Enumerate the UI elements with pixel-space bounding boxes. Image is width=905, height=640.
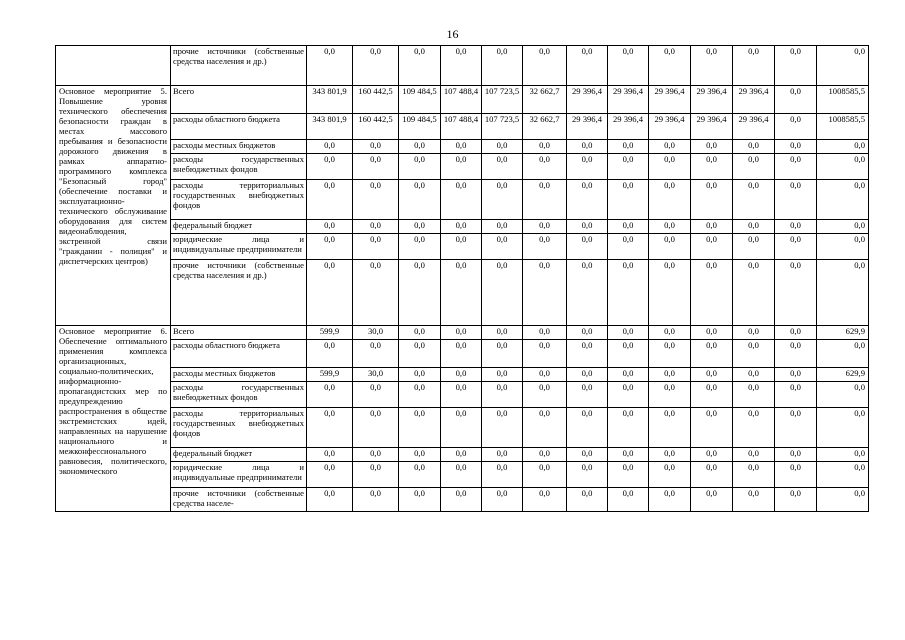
value-cell: 107 723,5 — [482, 86, 523, 114]
table-row — [56, 220, 869, 234]
value-cell: 0,0 — [775, 154, 817, 180]
value-cell: 0,0 — [399, 154, 441, 180]
value-cell: 0,0 — [817, 488, 869, 512]
funding-source: федеральный бюджет — [171, 448, 307, 462]
value-cell: 0,0 — [441, 180, 482, 220]
value-cell: 0,0 — [482, 154, 523, 180]
value-cell: 0,0 — [353, 140, 399, 154]
value-cell: 0,0 — [353, 488, 399, 512]
value-cell: 629,9 — [817, 326, 869, 340]
value-cell: 0,0 — [523, 382, 567, 408]
table-row — [56, 326, 869, 340]
value-cell: 0,0 — [649, 462, 691, 488]
table-row — [56, 368, 869, 382]
value-cell: 0,0 — [523, 140, 567, 154]
value-cell: 0,0 — [353, 260, 399, 326]
value-cell: 0,0 — [441, 260, 482, 326]
value-cell: 0,0 — [523, 220, 567, 234]
value-cell: 0,0 — [733, 46, 775, 86]
value-cell: 29 396,4 — [567, 86, 608, 114]
value-cell: 0,0 — [353, 462, 399, 488]
value-cell: 0,0 — [567, 234, 608, 260]
value-cell: 109 484,5 — [399, 86, 441, 114]
value-cell: 0,0 — [608, 408, 649, 448]
value-cell: 0,0 — [353, 180, 399, 220]
value-cell: 0,0 — [775, 114, 817, 140]
value-cell: 0,0 — [353, 448, 399, 462]
value-cell: 0,0 — [775, 46, 817, 86]
value-cell: 0,0 — [482, 180, 523, 220]
value-cell: 0,0 — [307, 140, 353, 154]
value-cell: 0,0 — [691, 408, 733, 448]
value-cell: 629,9 — [817, 368, 869, 382]
table-row — [56, 154, 869, 180]
value-cell: 0,0 — [775, 260, 817, 326]
value-cell: 0,0 — [307, 340, 353, 368]
value-cell: 0,0 — [608, 154, 649, 180]
value-cell: 107 723,5 — [482, 114, 523, 140]
funding-source: прочие источники (собственные средства населения и др.) — [171, 46, 307, 86]
value-cell: 0,0 — [649, 260, 691, 326]
value-cell: 0,0 — [353, 154, 399, 180]
value-cell: 0,0 — [817, 260, 869, 326]
value-cell: 343 801,9 — [307, 114, 353, 140]
value-cell: 0,0 — [482, 448, 523, 462]
value-cell: 0,0 — [441, 462, 482, 488]
value-cell: 0,0 — [482, 462, 523, 488]
value-cell: 0,0 — [441, 368, 482, 382]
page-number: 16 — [446, 27, 459, 41]
funding-source: расходы территориальных государственных внебюджетных фондов — [171, 408, 307, 448]
value-cell: 0,0 — [649, 140, 691, 154]
table-row — [56, 140, 869, 154]
value-cell: 0,0 — [307, 382, 353, 408]
value-cell: 0,0 — [733, 260, 775, 326]
value-cell: 0,0 — [523, 340, 567, 368]
value-cell: 0,0 — [567, 462, 608, 488]
value-cell: 0,0 — [649, 368, 691, 382]
funding-source: расходы государственных внебюджетных фондов — [171, 154, 307, 180]
value-cell: 0,0 — [691, 260, 733, 326]
value-cell: 0,0 — [307, 488, 353, 512]
table-row — [56, 382, 869, 408]
measure-label: Основное мероприятие 5. Повышение уровня технического обеспечения безопасности граждан в местах массового пребывания и безопасности дорожного движения в рамках аппаратно-программного комплекса "Безопасный город" (обеспечение поставки и эксплуатационно-технического обслуживание оборудования для систем видеонаблюдения, экстренной связи "гражданин - полиция" и диспетчерских центров) — [56, 86, 171, 326]
value-cell: 0,0 — [775, 140, 817, 154]
value-cell: 0,0 — [353, 234, 399, 260]
value-cell: 30,0 — [353, 368, 399, 382]
value-cell: 0,0 — [441, 340, 482, 368]
table-row — [56, 114, 869, 140]
table-row — [56, 234, 869, 260]
value-cell: 0,0 — [482, 220, 523, 234]
value-cell: 0,0 — [775, 368, 817, 382]
value-cell: 0,0 — [567, 46, 608, 86]
value-cell: 0,0 — [399, 180, 441, 220]
value-cell: 599,9 — [307, 368, 353, 382]
value-cell: 0,0 — [482, 140, 523, 154]
value-cell: 29 396,4 — [608, 86, 649, 114]
table-row — [56, 180, 869, 220]
value-cell: 0,0 — [733, 382, 775, 408]
value-cell: 0,0 — [399, 260, 441, 326]
value-cell: 0,0 — [567, 368, 608, 382]
value-cell: 0,0 — [608, 260, 649, 326]
value-cell: 0,0 — [353, 46, 399, 86]
value-cell: 0,0 — [399, 448, 441, 462]
value-cell: 0,0 — [649, 46, 691, 86]
value-cell: 0,0 — [817, 462, 869, 488]
value-cell: 0,0 — [482, 46, 523, 86]
value-cell: 29 396,4 — [691, 114, 733, 140]
value-cell: 0,0 — [441, 382, 482, 408]
value-cell: 107 488,4 — [441, 86, 482, 114]
table-row — [56, 462, 869, 488]
value-cell: 0,0 — [733, 234, 775, 260]
value-cell: 0,0 — [567, 488, 608, 512]
value-cell: 0,0 — [775, 488, 817, 512]
value-cell: 0,0 — [307, 260, 353, 326]
value-cell: 0,0 — [775, 340, 817, 368]
value-cell: 0,0 — [441, 46, 482, 86]
value-cell: 0,0 — [307, 46, 353, 86]
value-cell: 0,0 — [523, 326, 567, 340]
value-cell: 0,0 — [399, 220, 441, 234]
value-cell: 32 662,7 — [523, 86, 567, 114]
value-cell: 0,0 — [307, 408, 353, 448]
value-cell: 0,0 — [567, 180, 608, 220]
value-cell: 0,0 — [649, 382, 691, 408]
value-cell: 0,0 — [399, 462, 441, 488]
value-cell: 0,0 — [307, 220, 353, 234]
value-cell: 29 396,4 — [733, 114, 775, 140]
value-cell: 0,0 — [608, 448, 649, 462]
value-cell: 0,0 — [567, 340, 608, 368]
measure-label: Основное мероприятие 6. Обеспечение оптимального применения комплекса организационных, социально-политических, информационно-пропагандистских мер по предупреждению распространения в обществе экстремистских идей, направленных на нарушение национального и межконфессионального равновесия, политического, экономического — [56, 326, 171, 512]
value-cell: 0,0 — [307, 462, 353, 488]
value-cell: 0,0 — [608, 462, 649, 488]
value-cell: 0,0 — [307, 448, 353, 462]
value-cell: 0,0 — [399, 382, 441, 408]
value-cell: 0,0 — [649, 234, 691, 260]
value-cell: 0,0 — [523, 368, 567, 382]
value-cell: 0,0 — [523, 408, 567, 448]
value-cell: 0,0 — [608, 488, 649, 512]
value-cell: 0,0 — [353, 220, 399, 234]
funding-source: Всего — [171, 86, 307, 114]
value-cell: 0,0 — [523, 488, 567, 512]
value-cell: 0,0 — [441, 220, 482, 234]
value-cell: 0,0 — [523, 46, 567, 86]
value-cell: 0,0 — [307, 180, 353, 220]
value-cell: 0,0 — [775, 180, 817, 220]
table-row — [56, 408, 869, 448]
value-cell: 0,0 — [733, 140, 775, 154]
value-cell: 0,0 — [399, 140, 441, 154]
value-cell: 0,0 — [691, 368, 733, 382]
value-cell: 0,0 — [399, 340, 441, 368]
table-row — [56, 46, 869, 86]
table-row — [56, 86, 869, 114]
value-cell: 160 442,5 — [353, 86, 399, 114]
value-cell: 0,0 — [353, 382, 399, 408]
value-cell: 0,0 — [523, 260, 567, 326]
value-cell: 0,0 — [817, 408, 869, 448]
value-cell: 0,0 — [775, 220, 817, 234]
table-row — [56, 340, 869, 368]
funding-source: расходы местных бюджетов — [171, 140, 307, 154]
value-cell: 0,0 — [482, 488, 523, 512]
value-cell: 0,0 — [482, 260, 523, 326]
value-cell: 0,0 — [733, 220, 775, 234]
value-cell: 0,0 — [817, 140, 869, 154]
value-cell: 0,0 — [399, 326, 441, 340]
funding-source: юридические лица и индивидуальные предприниматели — [171, 462, 307, 488]
value-cell: 0,0 — [399, 368, 441, 382]
value-cell: 0,0 — [399, 234, 441, 260]
value-cell: 0,0 — [817, 46, 869, 86]
value-cell: 0,0 — [649, 154, 691, 180]
value-cell: 0,0 — [399, 488, 441, 512]
value-cell: 0,0 — [482, 368, 523, 382]
funding-source: прочие источники (собственные средства населения и др.) — [171, 260, 307, 326]
value-cell: 0,0 — [817, 154, 869, 180]
value-cell: 0,0 — [691, 180, 733, 220]
value-cell: 29 396,4 — [567, 114, 608, 140]
value-cell: 0,0 — [775, 382, 817, 408]
value-cell: 0,0 — [608, 46, 649, 86]
value-cell: 0,0 — [482, 326, 523, 340]
value-cell: 0,0 — [441, 326, 482, 340]
value-cell: 0,0 — [775, 234, 817, 260]
funding-source: юридические лица и индивидуальные предприниматели — [171, 234, 307, 260]
value-cell: 0,0 — [441, 408, 482, 448]
value-cell: 0,0 — [649, 408, 691, 448]
value-cell: 0,0 — [482, 382, 523, 408]
value-cell: 0,0 — [608, 140, 649, 154]
funding-source: расходы территориальных государственных внебюджетных фондов — [171, 180, 307, 220]
value-cell: 0,0 — [399, 408, 441, 448]
value-cell: 0,0 — [733, 340, 775, 368]
value-cell: 0,0 — [775, 408, 817, 448]
value-cell: 0,0 — [733, 154, 775, 180]
value-cell: 0,0 — [817, 382, 869, 408]
funding-source: Всего — [171, 326, 307, 340]
value-cell: 1008585,5 — [817, 114, 869, 140]
value-cell: 0,0 — [608, 234, 649, 260]
value-cell: 0,0 — [482, 408, 523, 448]
value-cell: 0,0 — [441, 448, 482, 462]
value-cell: 0,0 — [733, 180, 775, 220]
value-cell: 0,0 — [307, 154, 353, 180]
value-cell: 0,0 — [733, 326, 775, 340]
value-cell: 0,0 — [567, 382, 608, 408]
value-cell: 0,0 — [733, 408, 775, 448]
funding-source: прочие источники (собственные средства населе- — [171, 488, 307, 512]
value-cell: 0,0 — [482, 234, 523, 260]
value-cell: 0,0 — [817, 340, 869, 368]
value-cell: 0,0 — [691, 326, 733, 340]
value-cell: 0,0 — [691, 234, 733, 260]
value-cell: 0,0 — [691, 448, 733, 462]
value-cell: 0,0 — [608, 368, 649, 382]
budget-table — [55, 45, 869, 512]
funding-source: расходы государственных внебюджетных фондов — [171, 382, 307, 408]
value-cell: 29 396,4 — [733, 86, 775, 114]
value-cell: 0,0 — [817, 234, 869, 260]
value-cell: 0,0 — [608, 340, 649, 368]
value-cell: 0,0 — [567, 408, 608, 448]
value-cell: 29 396,4 — [608, 114, 649, 140]
value-cell: 0,0 — [567, 154, 608, 180]
value-cell: 0,0 — [733, 462, 775, 488]
value-cell: 32 662,7 — [523, 114, 567, 140]
value-cell: 0,0 — [775, 448, 817, 462]
table-row — [56, 448, 869, 462]
value-cell: 0,0 — [733, 368, 775, 382]
value-cell: 0,0 — [307, 234, 353, 260]
value-cell: 0,0 — [608, 220, 649, 234]
value-cell: 0,0 — [817, 448, 869, 462]
value-cell: 0,0 — [441, 234, 482, 260]
value-cell: 160 442,5 — [353, 114, 399, 140]
value-cell: 0,0 — [441, 140, 482, 154]
value-cell: 343 801,9 — [307, 86, 353, 114]
value-cell: 0,0 — [482, 340, 523, 368]
value-cell: 0,0 — [649, 340, 691, 368]
blank-cell — [56, 46, 171, 86]
value-cell: 0,0 — [567, 140, 608, 154]
value-cell: 0,0 — [649, 326, 691, 340]
funding-source: расходы областного бюджета — [171, 340, 307, 368]
funding-source: расходы областного бюджета — [171, 114, 307, 140]
value-cell: 0,0 — [523, 234, 567, 260]
value-cell: 109 484,5 — [399, 114, 441, 140]
value-cell: 0,0 — [523, 448, 567, 462]
value-cell: 0,0 — [608, 326, 649, 340]
value-cell: 1008585,5 — [817, 86, 869, 114]
value-cell: 0,0 — [649, 448, 691, 462]
value-cell: 30,0 — [353, 326, 399, 340]
value-cell: 0,0 — [441, 488, 482, 512]
value-cell: 0,0 — [567, 260, 608, 326]
value-cell: 0,0 — [523, 154, 567, 180]
value-cell: 29 396,4 — [649, 114, 691, 140]
value-cell: 0,0 — [775, 326, 817, 340]
value-cell: 0,0 — [649, 220, 691, 234]
value-cell: 0,0 — [608, 180, 649, 220]
value-cell: 107 488,4 — [441, 114, 482, 140]
value-cell: 29 396,4 — [691, 86, 733, 114]
value-cell: 0,0 — [775, 462, 817, 488]
value-cell: 0,0 — [691, 46, 733, 86]
table-row — [56, 260, 869, 326]
value-cell: 0,0 — [523, 462, 567, 488]
value-cell: 0,0 — [775, 86, 817, 114]
value-cell: 0,0 — [691, 382, 733, 408]
value-cell: 0,0 — [691, 340, 733, 368]
value-cell: 0,0 — [817, 220, 869, 234]
value-cell: 0,0 — [691, 140, 733, 154]
value-cell: 0,0 — [649, 180, 691, 220]
value-cell: 599,9 — [307, 326, 353, 340]
value-cell: 0,0 — [567, 220, 608, 234]
funding-source: расходы местных бюджетов — [171, 368, 307, 382]
value-cell: 0,0 — [399, 46, 441, 86]
value-cell: 0,0 — [733, 448, 775, 462]
value-cell: 0,0 — [441, 154, 482, 180]
value-cell: 0,0 — [817, 180, 869, 220]
funding-source: федеральный бюджет — [171, 220, 307, 234]
value-cell: 0,0 — [733, 488, 775, 512]
value-cell: 0,0 — [567, 448, 608, 462]
value-cell: 0,0 — [691, 220, 733, 234]
value-cell: 0,0 — [523, 180, 567, 220]
value-cell: 0,0 — [608, 382, 649, 408]
value-cell: 0,0 — [567, 326, 608, 340]
value-cell: 0,0 — [353, 340, 399, 368]
value-cell: 0,0 — [691, 154, 733, 180]
table-row — [56, 488, 869, 512]
value-cell: 0,0 — [691, 462, 733, 488]
value-cell: 0,0 — [649, 488, 691, 512]
value-cell: 29 396,4 — [649, 86, 691, 114]
value-cell: 0,0 — [353, 408, 399, 448]
value-cell: 0,0 — [691, 488, 733, 512]
